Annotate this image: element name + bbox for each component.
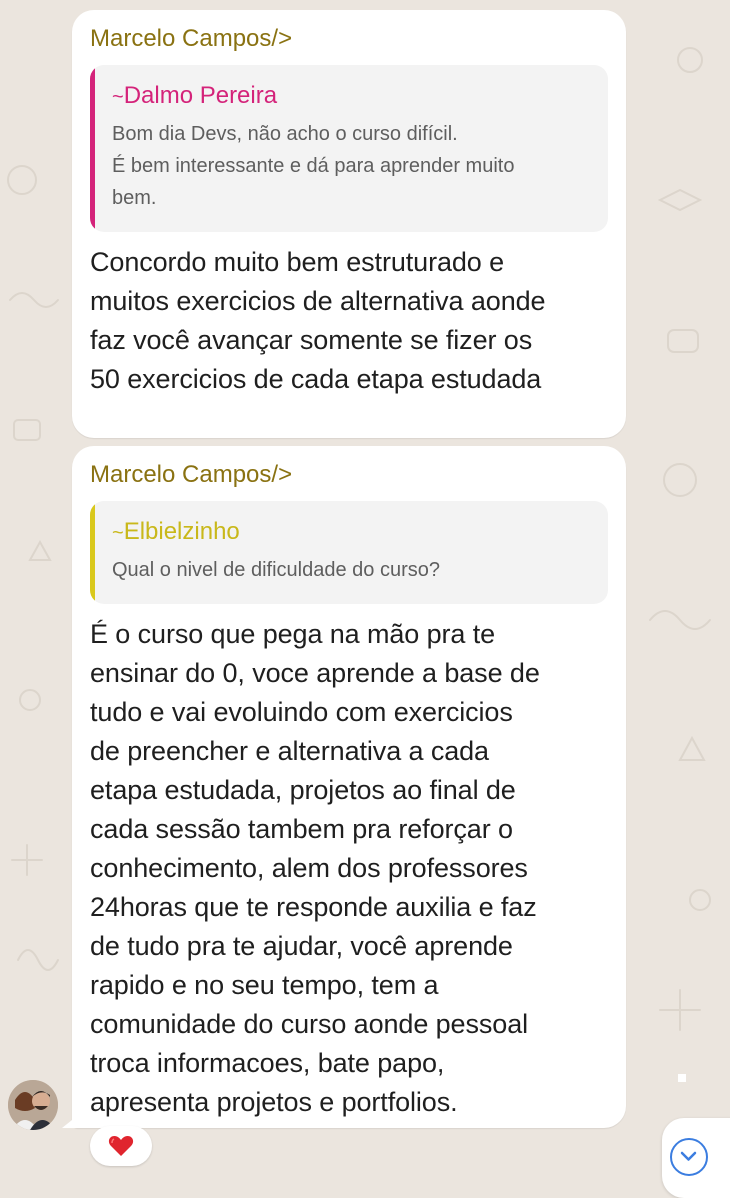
message-text: Concordo muito bem estruturado e muitos exercicios de alternativa aonde faz você avançar somente se fizer os 50 exercicios de cada etapa estudada [90,247,546,394]
quote-author-tilde: ~ [112,86,124,108]
quote-accent-bar [90,65,95,232]
reaction-badge[interactable] [90,1126,152,1166]
quoted-message[interactable] [90,65,608,232]
message-bubble[interactable] [72,446,626,1128]
scroll-to-bottom-button[interactable] [662,1118,730,1198]
quote-author-name: Elbielzinho [123,518,240,545]
quote-author [112,81,590,112]
quote-accent-bar [90,501,95,604]
scroll-circle [670,1138,708,1176]
chevron-down-icon [672,1140,705,1173]
status-dot [678,1074,686,1082]
quoted-message[interactable] [90,501,608,604]
quote-author [112,517,590,548]
quote-text: Bom dia Devs, não acho o curso difícil. É bem interessante e dá para aprender muito bem. [112,123,515,209]
quote-text: Qual o nivel de dificuldade do curso? [112,559,440,581]
quote-author-tilde: ~ [112,522,124,544]
sender-name[interactable]: Marcelo Campos/> [90,25,293,52]
quote-author-name: Dalmo Pereira [123,82,278,109]
avatar[interactable] [8,1080,58,1130]
message-bubble[interactable] [72,10,626,438]
sender-name[interactable]: Marcelo Campos/> [90,461,293,488]
heart-icon [108,1134,134,1158]
avatar-photo-icon [8,1080,58,1130]
message-text: É o curso que pega na mão pra te ensinar do 0, voce aprende a base de tudo e vai evoluindo com exercicios de preencher e alternativa a cada etapa estudada, projetos ao final de cada sessão tambem pra reforçar o conhecimento, alem dos professores 24horas que te responde auxilia e faz de tudo pra te ajudar, você aprende rapido e no seu tempo, tem a comunidade do curso aonde pessoal troca informacoes, bate papo, apresenta projetos e portfolios. [90,619,540,1117]
